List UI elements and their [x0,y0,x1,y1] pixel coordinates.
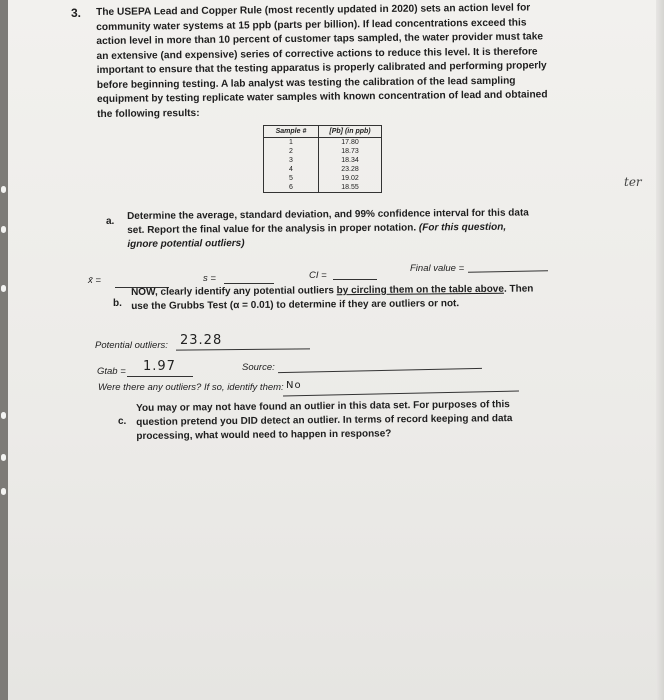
gtab-line[interactable] [127,376,193,377]
sample-cell: 6 [264,183,319,193]
part-b-text [131,282,541,314]
std-dev-label: s = [203,273,216,284]
were-outliers-line[interactable] [283,391,519,397]
final-value-label: Final value = [410,263,465,274]
sample-cell: 1 [264,138,319,148]
part-c-label: c. [118,416,127,427]
table-row [264,183,382,193]
part-a-label: a. [106,216,115,227]
margin-handwriting: ter [624,175,642,189]
part-b-label: b. [113,298,122,309]
pb-cell: 23.28 [319,165,382,174]
final-value-answer-line[interactable] [468,270,548,272]
binder-hole [1,488,6,495]
pb-cell: 18.34 [319,156,382,165]
binder-hole [1,454,6,461]
table-row [264,165,382,174]
table-row [264,156,382,165]
part-c-text: You may or may not have found an outlier in this data set. For purposes of this question pretend you DID detect an outlier. In terms of record keeping and data processing, what would need to happen in response? [136,399,513,442]
part-b-underlined-instruction: by circling them on the table above [336,283,504,297]
source-label: Source: [242,362,275,373]
table-row [264,147,382,156]
table-row [264,138,382,148]
pb-cell: 18.73 [319,147,382,156]
mean-label: x̄ = [88,275,101,286]
pb-cell: 19.02 [319,174,382,183]
part-b-text-start: NOW, clearly identify any potential outliers [131,285,337,298]
binder-hole [1,285,6,292]
pb-cell: 18.55 [319,183,382,193]
sample-cell: 3 [264,156,319,165]
binder-hole [1,412,6,419]
potential-outliers-line[interactable] [176,348,310,350]
ci-answer-line[interactable] [333,279,377,280]
table-header-pb: [Pb] (in ppb) [319,126,382,138]
table-row [264,174,382,183]
binder-hole [1,226,6,233]
were-outliers-answer: No [286,380,302,391]
gtab-answer: 1.97 [143,359,176,374]
part-a-note: (For this question, ignore potential outliers) [127,221,507,250]
ci-label: CI = [309,270,327,281]
part-a-text [127,206,537,252]
right-page-edge [656,0,664,700]
sample-cell: 2 [264,147,319,156]
table-header-sample: Sample # [264,126,319,138]
part-b-text-end: . Then use the Grubbs Test (α = 0.01) to determine if they are outliers or not. [131,283,534,312]
potential-outliers-answer: 23.28 [180,333,223,348]
lead-data-table [263,125,382,193]
sample-cell: 4 [264,165,319,174]
gtab-label: Gtab = [97,366,126,377]
source-line[interactable] [278,368,482,373]
sample-cell: 5 [264,174,319,183]
left-binding-edge [0,0,8,700]
potential-outliers-label: Potential outliers: [95,340,168,351]
pb-cell: 17.80 [319,138,382,148]
were-outliers-label: Were there any outliers? If so, identify them: [98,382,284,393]
question-number: 3. [71,6,82,20]
part-a-prompt: Determine the average, standard deviation, and 99% confidence interval for this data set. Report the final value for the analysis in proper notation. [127,207,529,236]
question-intro: The USEPA Lead and Copper Rule (most recently updated in 2020) sets an action level for community water systems at 15 ppb (parts per billion). If lead concentrations exceed this action level in more than 10 percent of customer taps sampled, the water provider must take an extensive (and expensive) series of corrective actions to reduce this level. It is therefore important to ensure that the testing apparatus is properly calibrated and performing properly before beginning testing. A lab analyst was testing the calibration of the lead sampling equipment by testing replicate water samples with known concentration of lead and obtained the following results: [96,2,548,120]
binder-hole [1,186,6,193]
